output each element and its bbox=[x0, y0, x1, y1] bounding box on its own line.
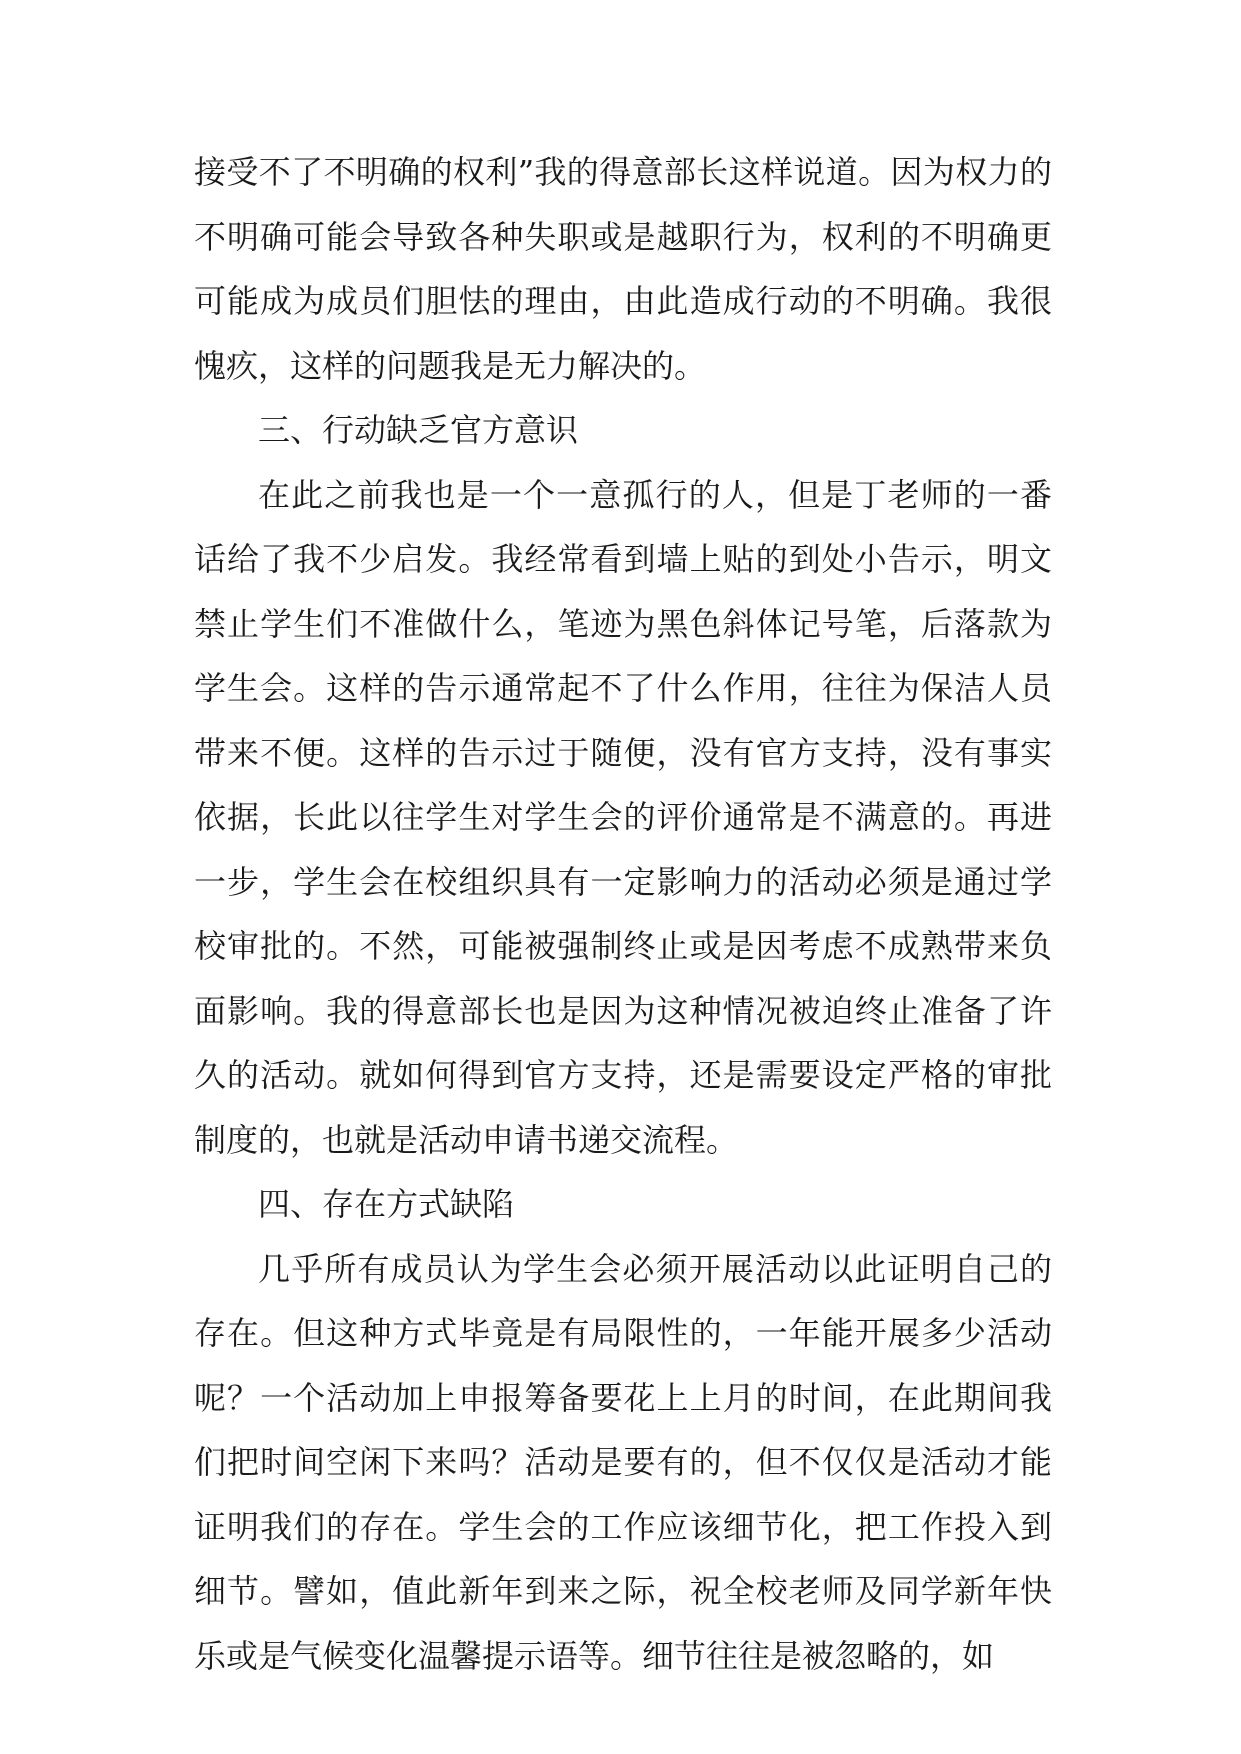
section-heading-4: 四、存在方式缺陷 bbox=[258, 1185, 515, 1223]
paragraph-continuation: 接受不了不明确的权利”我的得意部长这样说道。因为权力的不明确可能会导致各种失职或是越职行为，权利的不明确更可能成为成员们胆怯的理由，由此造成行动的不明确。我很愧疚，这样的问题我是无力解决的。 bbox=[194, 153, 1052, 385]
paragraph-official-awareness: 在此之前我也是一个一意孤行的人，但是丁老师的一番话给了我不少启发。我经常看到墙上贴的到处小告示，明文禁止学生们不准做什么，笔迹为黑色斜体记号笔，后落款为学生会。这样的告示通常起不了什么作用，往往为保洁人员带来不便。这样的告示过于随便，没有官方支持，没有事实依据，长此以往学生对学生会的评价通常是不满意的。再进一步，学生会在校组织具有一定影响力的活动必须是通过学校审批的。不然，可能被强制终止或是因考虑不成熟带来负面影响。我的得意部长也是因为这种情况被迫终止准备了许久的活动。就如何得到官方支持，还是需要设定严格的审批制度的，也就是活动申请书递交流程。 bbox=[194, 475, 1052, 1159]
document-page bbox=[194, 140, 1052, 1688]
paragraph-existence-mode: 几乎所有成员认为学生会必须开展活动以此证明自己的存在。但这种方式毕竟是有局限性的，一年能开展多少活动呢？一个活动加上申报筹备要花上上月的时间，在此期间我们把时间空闲下来吗？活动是要有的，但不仅仅是活动才能证明我们的存在。学生会的工作应该细节化，把工作投入到细节。譬如，值此新年到来之际，祝全校老师及同学新年快乐或是气候变化温馨提示语等。细节往往是被忽略的，如 bbox=[194, 1249, 1052, 1675]
section-heading-3: 三、行动缺乏官方意识 bbox=[258, 411, 579, 449]
